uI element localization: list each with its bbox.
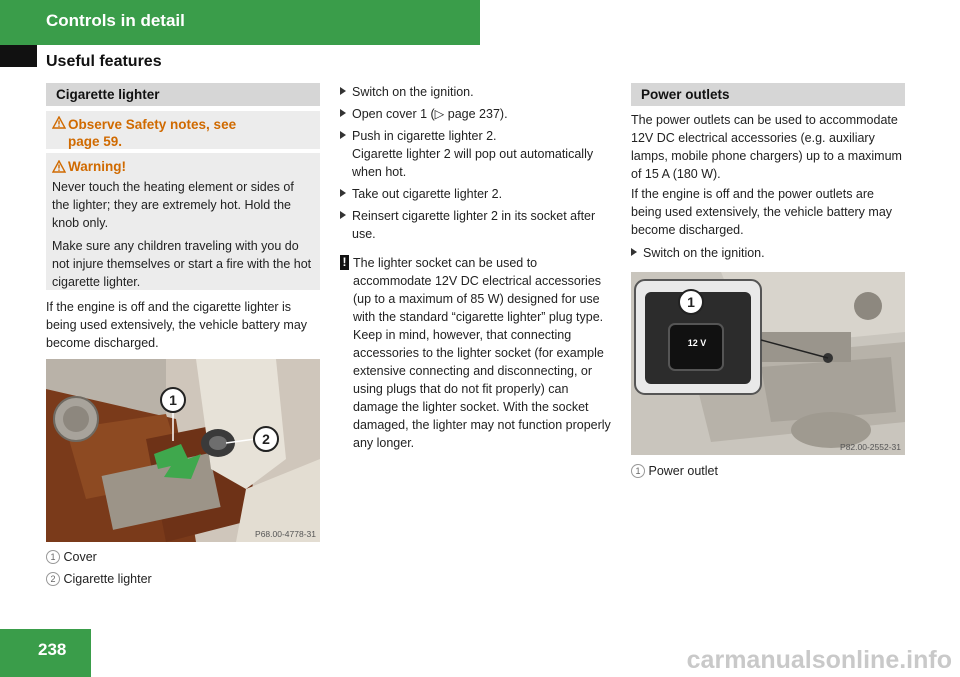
power-outlets-text-1: The power outlets can be used to accommodate 12V DC electrical accessories (e.g. auxiliary lamps, mobile phone chargers) up to a maximum of 15 A (180 W).	[631, 113, 902, 181]
notice-icon: !	[340, 255, 349, 270]
warning-box	[46, 153, 320, 290]
image-code: P68.00-4778-31	[255, 529, 316, 539]
step-5: Reinsert cigarette lighter 2 in its socket after use.	[340, 207, 612, 243]
lighter-steps	[340, 83, 612, 247]
step-3: Push in cigarette lighter 2. Cigarette lighter 2 will pop out automatically when hot.	[340, 127, 612, 181]
cigarette-lighter-heading: Cigarette lighter	[46, 83, 320, 106]
callout-2: 2	[253, 426, 279, 452]
lighter-battery-text: If the engine is off and the cigarette lighter is being used extensively, the vehicle battery may become discharged.	[46, 300, 308, 350]
section-title: Useful features	[46, 53, 162, 70]
warning-triangle-icon	[52, 116, 68, 150]
power-outlet-photo	[631, 272, 905, 455]
callout-1: 1	[678, 289, 704, 315]
step-4: Take out cigarette lighter 2.	[340, 185, 612, 203]
warning-triangle-icon	[52, 160, 68, 178]
step-1: Switch on the ignition.	[340, 83, 612, 101]
socket-label: 12 V	[687, 338, 707, 348]
warning-text-1: Never touch the heating element or sides of the lighter; they are extremely hot. Hold the knob only.	[52, 180, 294, 230]
notice-text: The lighter socket can be used to accommodate 12V DC electrical accessories (up to a maximum of 85 W) designed for use with the standard “cigarette lighter” plug type. Keep in mind, however, that connecting accessories to the lighter socket (for example extensive connecting and disconnecting, or using plugs that do not fit properly) can damage the lighter socket. With the socket damaged, the lighter may not function properly any longer.	[353, 256, 611, 450]
page-number: 238	[38, 640, 67, 659]
section-marker	[0, 45, 37, 67]
step-2: Open cover 1 (▷ page 237).	[340, 105, 612, 123]
watermark: carmanualsonline.info	[686, 646, 952, 674]
safety-note-link[interactable]: Observe Safety notes, see page 59.	[68, 117, 237, 149]
notice-block	[340, 254, 616, 452]
power-outlets-text-2: If the engine is off and the power outlets are being used extensively, the vehicle battery may become discharged.	[631, 187, 893, 237]
safety-note-box	[46, 111, 320, 149]
power-step: Switch on the ignition.	[631, 244, 917, 262]
caption-cover: 1 Cover	[46, 546, 97, 568]
warning-title: Warning!	[52, 158, 314, 178]
caption-lighter: 2 Cigarette lighter	[46, 568, 152, 590]
warning-text-2: Make sure any children traveling with you do not injure themselves or start a fire with the hot cigarette lighter.	[52, 239, 312, 289]
image-code: P82.00-2552-31	[840, 442, 901, 452]
callout-1: 1	[160, 387, 186, 413]
lighter-photo	[46, 359, 320, 542]
caption-power-outlet: 1 Power outlet	[631, 460, 718, 482]
power-outlets-heading: Power outlets	[631, 83, 905, 106]
chapter-title: Controls in detail	[46, 11, 185, 30]
